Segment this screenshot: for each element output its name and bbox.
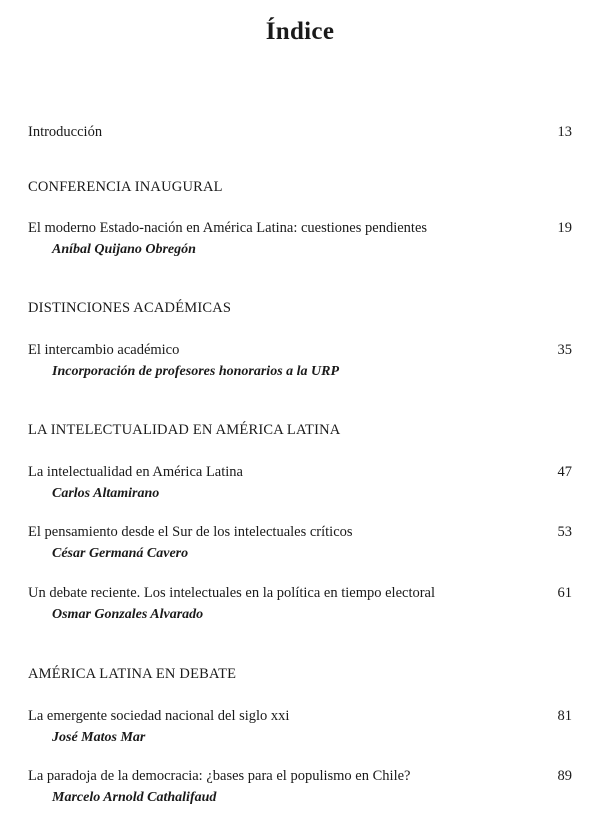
entry-author: Carlos Altamirano (52, 486, 160, 501)
entry-author: César Germaná Cavero (52, 546, 189, 561)
section-heading: LA INTELECTUALIDAD EN AMÉRICA LATINA (28, 422, 341, 438)
page-number: 61 (557, 585, 572, 601)
page-number: 47 (557, 464, 572, 480)
toc-entry[interactable] (28, 219, 572, 259)
entry-author: Incorporación de profesores honorarios a la URP (52, 364, 340, 379)
toc-entry[interactable] (28, 523, 572, 563)
entry-author: Marcelo Arnold Cathalifaud (52, 790, 217, 805)
page-number: 89 (557, 768, 572, 784)
entry-title: La emergente sociedad nacional del siglo xxi (28, 708, 290, 724)
page-number: 81 (557, 708, 572, 724)
toc-entry[interactable] (28, 463, 572, 503)
entry-author: Aníbal Quijano Obregón (52, 242, 196, 257)
entry-author: Osmar Gonzales Alvarado (52, 607, 204, 622)
section-heading: CONFERENCIA INAUGURAL (28, 179, 223, 195)
entry-author: José Matos Mar (52, 730, 146, 745)
page-number: 19 (557, 220, 572, 236)
section-heading: AMÉRICA LATINA EN DEBATE (28, 666, 237, 682)
page-number: 13 (557, 124, 572, 140)
page-number: 53 (557, 524, 572, 540)
page-title: Índice (265, 18, 335, 45)
toc-entry[interactable] (28, 767, 572, 807)
entry-title: Introducción (28, 124, 103, 140)
entry-title: El moderno Estado-nación en América Latina: cuestiones pendientes (28, 220, 428, 236)
entry-title: La paradoja de la democracia: ¿bases para el populismo en Chile? (28, 768, 411, 784)
page-number: 35 (557, 342, 572, 358)
entry-title: La intelectualidad en América Latina (28, 464, 243, 480)
entry-title: Un debate reciente. Los intelectuales en la política en tiempo electoral (28, 585, 436, 601)
entry-title: El pensamiento desde el Sur de los intelectuales críticos (28, 524, 353, 540)
toc-entry[interactable] (28, 707, 572, 747)
toc-entry-introduction[interactable] (28, 123, 572, 141)
entry-title: El intercambio académico (28, 342, 180, 358)
toc-entry[interactable] (28, 584, 572, 624)
section-heading: DISTINCIONES ACADÉMICAS (28, 300, 232, 316)
toc-entry[interactable] (28, 341, 572, 381)
